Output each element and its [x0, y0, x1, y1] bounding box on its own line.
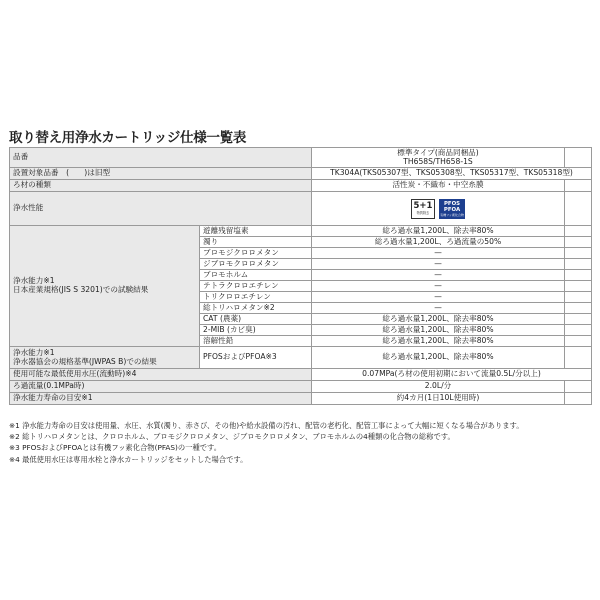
five-plus-one-badge-icon	[411, 199, 435, 219]
extra-column-cell	[565, 270, 592, 281]
substance-name: 溶解性鉛	[200, 336, 312, 347]
substance-value: 総ろ過水量1,200L、除去率80%	[312, 314, 565, 325]
substance-name: 濁り	[200, 237, 312, 248]
extra-column-cell	[565, 248, 592, 259]
row-rozai	[10, 180, 592, 192]
footnote-1: ※1 浄水能力寿命の目安は使用量、水圧、水質(濁り、赤さび、その他)や給水設備の汚れ、配管の老朽化、配管工事によって大幅に短くなる場合があります。	[9, 421, 524, 430]
extra-column-cell	[565, 347, 592, 369]
ryuryo-value: 2.0L/分	[312, 381, 565, 393]
page-title: 取り替え用浄水カートリッジ仕様一覧表	[9, 130, 247, 146]
substance-name: 総トリハロメタン※2	[200, 303, 312, 314]
extra-column-cell	[565, 393, 592, 405]
row-noryoku2	[10, 347, 592, 369]
rozai-value: 活性炭・不織布・中空糸膜	[312, 180, 565, 192]
extra-column-cell	[565, 226, 592, 237]
ryuryo-label: ろ過流量(0.1MPa時)	[10, 381, 312, 393]
noryoku1-label-line1: 浄水能力※1	[13, 276, 55, 286]
substance-value: 総ろ過水量1,200L、除去率80%	[312, 226, 565, 237]
noryoku2-label-line2: 浄水器協会の規格基準(JWPAS B)での結果	[13, 356, 157, 366]
extra-column-cell	[565, 381, 592, 393]
row-atsuryoku	[10, 369, 592, 381]
row-ryuryo	[10, 381, 592, 393]
extra-column-cell	[565, 314, 592, 325]
substance-value: —	[312, 292, 565, 303]
extra-column-cell	[565, 292, 592, 303]
footnote-4: ※4 最低使用水圧は専用水栓と浄水カートリッジをセットした場合です。	[9, 454, 248, 464]
footnote-3: ※3 PFOSおよびPFOAとは有機フッ素化合物(PFAS)の一種です。	[9, 443, 222, 453]
substance-name: テトラクロロエチレン	[200, 281, 312, 292]
badge-pf-line2: PFOA	[443, 206, 461, 213]
seisui-label: 浄水性能	[10, 192, 312, 226]
hinban-label: 品番	[10, 148, 312, 168]
row-jumyo	[10, 393, 592, 405]
extra-column-cell	[565, 281, 592, 292]
row-setchi	[10, 168, 592, 180]
substance-value: 総ろ過水量1,200L、除去率80%	[312, 325, 565, 336]
row-hinban	[10, 148, 592, 168]
hinban-value	[312, 148, 565, 168]
substance-name: 2-MIB (カビ臭)	[200, 325, 312, 336]
footnotes	[9, 420, 594, 465]
substance-value: —	[312, 270, 565, 281]
substance-name: CAT (農薬)	[200, 314, 312, 325]
atsuryoku-value: 0.07MPa(ろ材の使用初期において流量0.5L/分以上)	[312, 369, 592, 381]
footnote-2: ※2 総トリハロメタンとは、クロロホルム、ブロモジクロロメタン、ジブロモクロロメタン、ブロモホルムの4種類の化合物の総称です。	[9, 432, 455, 442]
setchi-value: TK304A(TKS05307型、TKS05308型、TKS05317型、TKS05318型)	[312, 168, 592, 180]
extra-column-cell	[565, 336, 592, 347]
badge-pf-line1: PFOS	[443, 200, 461, 207]
substance-name: ブロモジクロロメタン	[200, 248, 312, 259]
hinban-value-line2: TH658S/TH658-1S	[403, 156, 473, 166]
extra-column-cell	[565, 148, 592, 168]
rozai-label: ろ材の種類	[10, 180, 312, 192]
extra-column-cell	[565, 180, 592, 192]
noryoku2-label-line1: 浄水能力※1	[13, 347, 55, 357]
row-seisui	[10, 192, 592, 226]
row-noryoku1-item	[10, 226, 592, 237]
substance-name: 遊離残留塩素	[200, 226, 312, 237]
substance-value: —	[312, 259, 565, 270]
noryoku2-label	[10, 347, 200, 369]
substance-name: ブロモホルム	[200, 270, 312, 281]
jumyo-label: 浄水能力寿命の目安※1	[10, 393, 312, 405]
extra-column-cell	[565, 237, 592, 248]
extra-column-cell	[565, 192, 592, 226]
substance-value: 総ろ過水量1,200L、ろ過流量の50%	[312, 237, 565, 248]
noryoku2-value: 総ろ過水量1,200L、除去率80%	[312, 347, 565, 369]
noryoku1-label-line2: 日本産業規格(JIS S 3201)での試験結果	[13, 285, 149, 294]
substance-value: —	[312, 303, 565, 314]
substance-value: —	[312, 248, 565, 259]
substance-name: トリクロロエチレン	[200, 292, 312, 303]
extra-column-cell	[565, 303, 592, 314]
pfos-pfoa-badge-icon	[439, 199, 465, 219]
hinban-value-line1: 標準タイプ(商品同梱品)	[397, 147, 479, 157]
atsuryoku-label: 使用可能な最低使用水圧(流動時)※4	[10, 369, 312, 381]
noryoku2-name: PFOSおよびPFOA※3	[200, 347, 312, 369]
substance-value: —	[312, 281, 565, 292]
extra-column-cell	[565, 325, 592, 336]
badge-51-sub: 物質除去	[416, 211, 430, 215]
badge-pf-sub: 有機フッ素化合物	[440, 212, 464, 217]
setchi-label: 設置対象品番 ( )は旧型	[10, 168, 312, 180]
extra-column-cell	[565, 259, 592, 270]
badge-51-main: 5+1	[413, 201, 433, 211]
substance-value: 総ろ過水量1,200L、除去率80%	[312, 336, 565, 347]
spec-table	[9, 147, 592, 405]
seisui-badges-cell	[312, 192, 565, 226]
jumyo-value: 約4カ月(1日10L使用時)	[312, 393, 565, 405]
noryoku1-label	[10, 226, 200, 347]
substance-name: ジブロモクロロメタン	[200, 259, 312, 270]
